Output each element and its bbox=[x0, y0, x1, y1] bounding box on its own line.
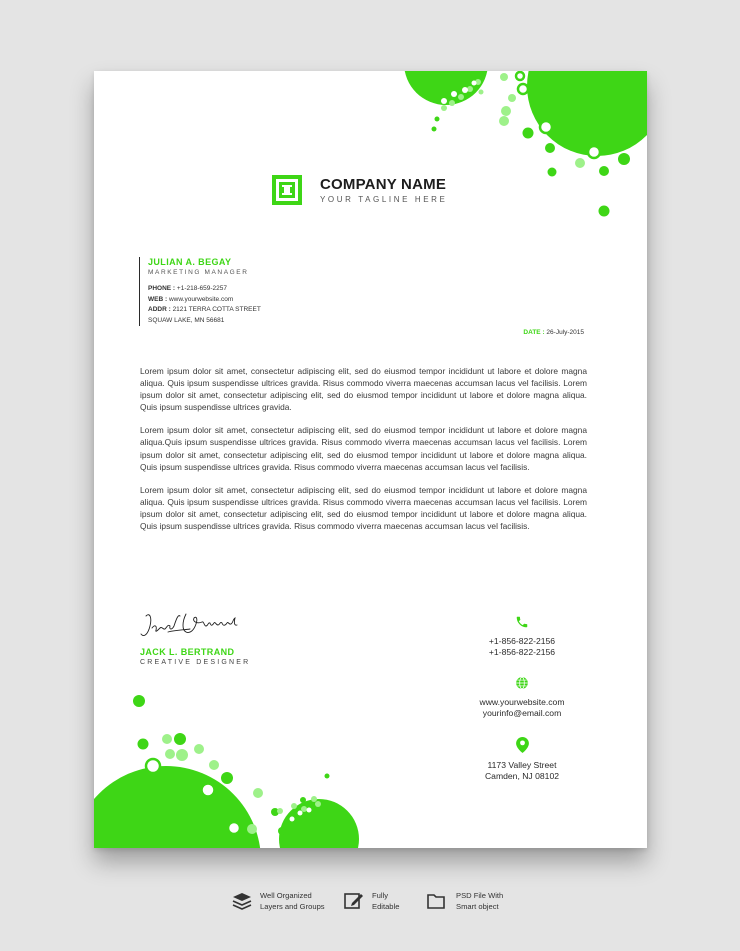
company-logo-icon bbox=[272, 175, 302, 205]
sender-address-line2: SQUAW LAKE, MN 56681 bbox=[148, 316, 225, 324]
feature-layers: Well Organized Layers and Groups bbox=[260, 891, 325, 911]
feature-editable: Fully Editable bbox=[372, 891, 400, 911]
body-paragraph: Lorem ipsum dolor sit amet, consectetur adipiscing elit, sed do eiusmod tempor incididunt ut labore et dolore magna aliqua.Quis ipsum suspendisse ultrices gravida. Risus commodo viverra maecenas accumsan lacus vel facilisis. Lorem ipsum dolor sit amet, consectetur adipiscing elit, sed do eiusmod tempor incididunt ut labore et dolore magna aliqua. Quis ipsum suspendisse ultrices gravida. Risus commodo viverra maecenas accumsan lacus vel facilisis. bbox=[140, 425, 587, 472]
sender-address: ADDR : 2121 TERRA COTTA STREET bbox=[148, 306, 261, 313]
handwritten-signature bbox=[138, 608, 248, 644]
layers-icon bbox=[232, 892, 252, 910]
sender-name: JULIAN A. BEGAY bbox=[148, 257, 232, 267]
body-paragraph: Lorem ipsum dolor sit amet, consectetur adipiscing elit, sed do eiusmod tempor incididunt ut labore et dolore magna aliqua. Quis ipsum suspendisse ultrices gravida. Risus commodo viverra maecenas accumsan lacus vel facilisis. Lorem ipsum dolor sit amet, consectetur adipiscing elit, sed do eiusmod tempor incididunt ut labore et dolore magna aliqua. Quis ipsum suspendisse ultrices gravida. Risus commodo viverra maecenas accumsan lacus vel facilisis. bbox=[140, 484, 587, 532]
sender-info bbox=[139, 257, 261, 326]
footer-web bbox=[454, 676, 590, 718]
footer-phone-1: +1-856-822-2156 bbox=[488, 636, 556, 646]
company-tagline: YOUR TAGLINE HERE bbox=[320, 195, 448, 204]
file-icon bbox=[426, 892, 446, 910]
company-name: COMPANY NAME bbox=[320, 176, 447, 193]
footer-address bbox=[454, 737, 590, 781]
footer-phone-2: +1-856-822-2156 bbox=[488, 646, 556, 657]
sender-web: WEB : www.yourwebsite.com bbox=[148, 295, 234, 303]
letter-date: DATE : 26-July-2015 bbox=[523, 329, 584, 336]
footer-phone bbox=[454, 615, 590, 657]
feature-psd: PSD File With Smart object bbox=[456, 891, 504, 911]
body-paragraph: Lorem ipsum dolor sit amet, consectetur adipiscing elit, sed do eiusmod tempor incididunt ut labore et dolore magna aliqua. Quis ipsum suspendisse ultrices gravida. Risus commodo viverra maecenas accumsan lacus vel facilisis. Lorem ipsum dolor sit amet, consectetur adipiscing elit, sed do eiusmod tempor incididunt ut labore et dolore magna aliqua. Quis ipsum suspendisse ultrices gravida. bbox=[140, 366, 587, 413]
footer-address-line1: 1173 Valley Street bbox=[487, 760, 557, 770]
footer-website: www.yourwebsite.com bbox=[479, 697, 565, 707]
sender-title: MARKETING MANAGER bbox=[148, 269, 249, 276]
map-pin-icon bbox=[516, 737, 529, 753]
sender-phone: PHONE : +1-218-659-2257 bbox=[148, 285, 227, 292]
letter-body bbox=[140, 365, 587, 543]
letterhead-page bbox=[94, 71, 647, 848]
edit-icon bbox=[344, 892, 364, 910]
globe-icon bbox=[515, 676, 529, 690]
signer-title: CREATIVE DESIGNER bbox=[140, 659, 251, 666]
footer-address-line2: Camden, NJ 08102 bbox=[484, 770, 560, 781]
footer-email: yourinfo@email.com bbox=[482, 707, 562, 718]
signer-name: JACK L. BERTRAND bbox=[140, 647, 235, 657]
phone-icon bbox=[515, 615, 529, 629]
